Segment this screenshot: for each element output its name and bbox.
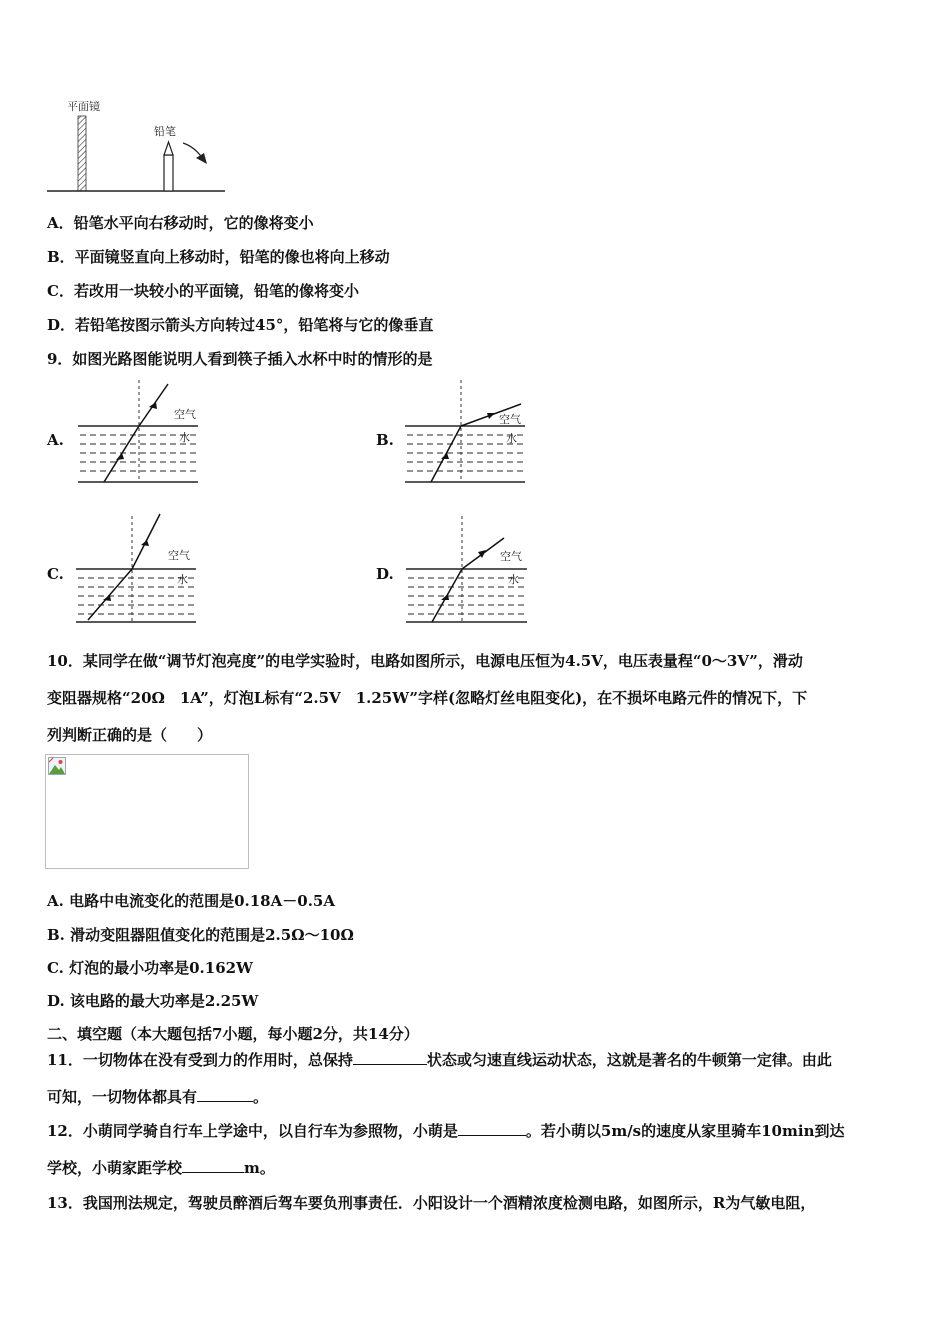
q10-option-c: C. 灯泡的最小功率是0.162W xyxy=(47,959,253,977)
mirror-label: 平面镜 xyxy=(67,100,100,113)
q13-stem: 13．我国刑法规定，驾驶员醉酒后驾车要负刑事责任．小阳设计一个酒精浓度检测电路，如图所示，R为气敏电阻， xyxy=(47,1194,816,1212)
q9-option-b-figure xyxy=(403,378,528,486)
q11-line-2 xyxy=(47,1086,268,1107)
q11-text-4: 。 xyxy=(253,1088,269,1106)
ray-arrow-air xyxy=(141,540,149,546)
q12-text-2: 。若小萌以5m/s的速度从家里骑车10min到达 xyxy=(525,1122,845,1140)
air-label: 空气 xyxy=(499,413,521,426)
q8-option-a: A．铅笔水平向右移动时，它的像将变小 xyxy=(47,214,314,232)
q11-text-1: 11．一切物体在没有受到力的作用时，总保持 xyxy=(47,1051,353,1069)
q9-option-a-figure xyxy=(76,378,201,486)
ray-arrow-air xyxy=(149,402,157,409)
mirror-pencil-figure xyxy=(45,95,230,197)
q10-stem-line-3: 列判断正确的是（ ） xyxy=(47,726,213,744)
air-label: 空气 xyxy=(168,549,190,562)
q11-text-2: 状态或匀速直线运动状态，这就是著名的牛顿第一定律。由此 xyxy=(426,1051,832,1069)
q11-text-3: 可知，一切物体都具有 xyxy=(47,1088,198,1106)
q9-option-d-figure xyxy=(404,512,530,624)
ray-arrow-water xyxy=(441,453,449,459)
circuit-image-placeholder xyxy=(45,754,249,869)
ray-arrow-water xyxy=(441,594,449,600)
water-label: 水 xyxy=(508,573,519,586)
plane-mirror xyxy=(78,116,86,191)
section-heading: 二、填空题（本大题包括7小题，每小题2分，共14分） xyxy=(47,1025,419,1043)
q9-option-c-figure xyxy=(74,512,199,624)
q12-text-1: 12．小萌同学骑自行车上学途中，以自行车为参照物，小萌是 xyxy=(47,1122,458,1140)
q12-blank-2[interactable] xyxy=(182,1158,244,1173)
q10-option-a: A. 电路中电流变化的范围是0.18A－0.5A xyxy=(47,892,335,910)
ray-arrow-water xyxy=(116,453,124,460)
air-label: 空气 xyxy=(174,408,196,421)
q9-option-c-label: C. xyxy=(47,565,64,583)
q8-option-d: D．若铅笔按图示箭头方向转过45°，铅笔将与它的像垂直 xyxy=(47,316,434,334)
q10-stem-line-1: 10．某同学在做“调节灯泡亮度”的电学实验时，电路如图所示，电源电压恒为4.5V，电压表量程“0～3V”，滑动 xyxy=(47,652,803,670)
q8-option-c: C．若改用一块较小的平面镜，铅笔的像将变小 xyxy=(47,282,359,300)
broken-image-icon xyxy=(48,757,66,775)
q11-blank-2[interactable] xyxy=(197,1087,253,1102)
light-ray-water xyxy=(88,569,132,620)
q11-line-1 xyxy=(47,1049,832,1070)
q12-line-2 xyxy=(47,1157,275,1178)
q10-stem-line-2: 变阻器规格“20Ω 1A”，灯泡L标有“2.5V 1.25W”字样(忽略灯丝电阻变化)，在不损坏电路元件的情况下，下 xyxy=(47,689,808,707)
q10-option-d: D. 该电路的最大功率是2.25W xyxy=(47,992,259,1010)
water-label: 水 xyxy=(177,573,188,586)
pencil-label: 铅笔 xyxy=(154,125,176,138)
q12-text-4: m。 xyxy=(244,1159,275,1177)
q9-option-b-label: B. xyxy=(376,431,394,449)
q10-option-b: B. 滑动变阻器阻值变化的范围是2.5Ω～10Ω xyxy=(47,926,354,944)
q9-option-a-label: A. xyxy=(47,431,64,449)
ray-arrow-air xyxy=(487,413,495,419)
q8-option-b: B．平面镜竖直向上移动时，铅笔的像也将向上移动 xyxy=(47,248,390,266)
q12-text-3: 学校，小萌家距学校 xyxy=(47,1159,183,1177)
q12-line-1 xyxy=(47,1120,844,1141)
pencil-tip xyxy=(164,142,173,155)
air-label: 空气 xyxy=(500,550,522,563)
water-label: 水 xyxy=(506,432,517,445)
q11-blank-1[interactable] xyxy=(353,1050,427,1065)
rotation-arrow-head xyxy=(196,153,207,164)
water-label: 水 xyxy=(179,431,190,444)
ray-arrow-water xyxy=(103,595,111,601)
q9-option-d-label: D. xyxy=(376,565,394,583)
q9-stem: 9．如图光路图能说明人看到筷子插入水杯中时的情形的是 xyxy=(47,350,433,368)
pencil xyxy=(164,155,173,191)
q12-blank-1[interactable] xyxy=(458,1121,526,1136)
